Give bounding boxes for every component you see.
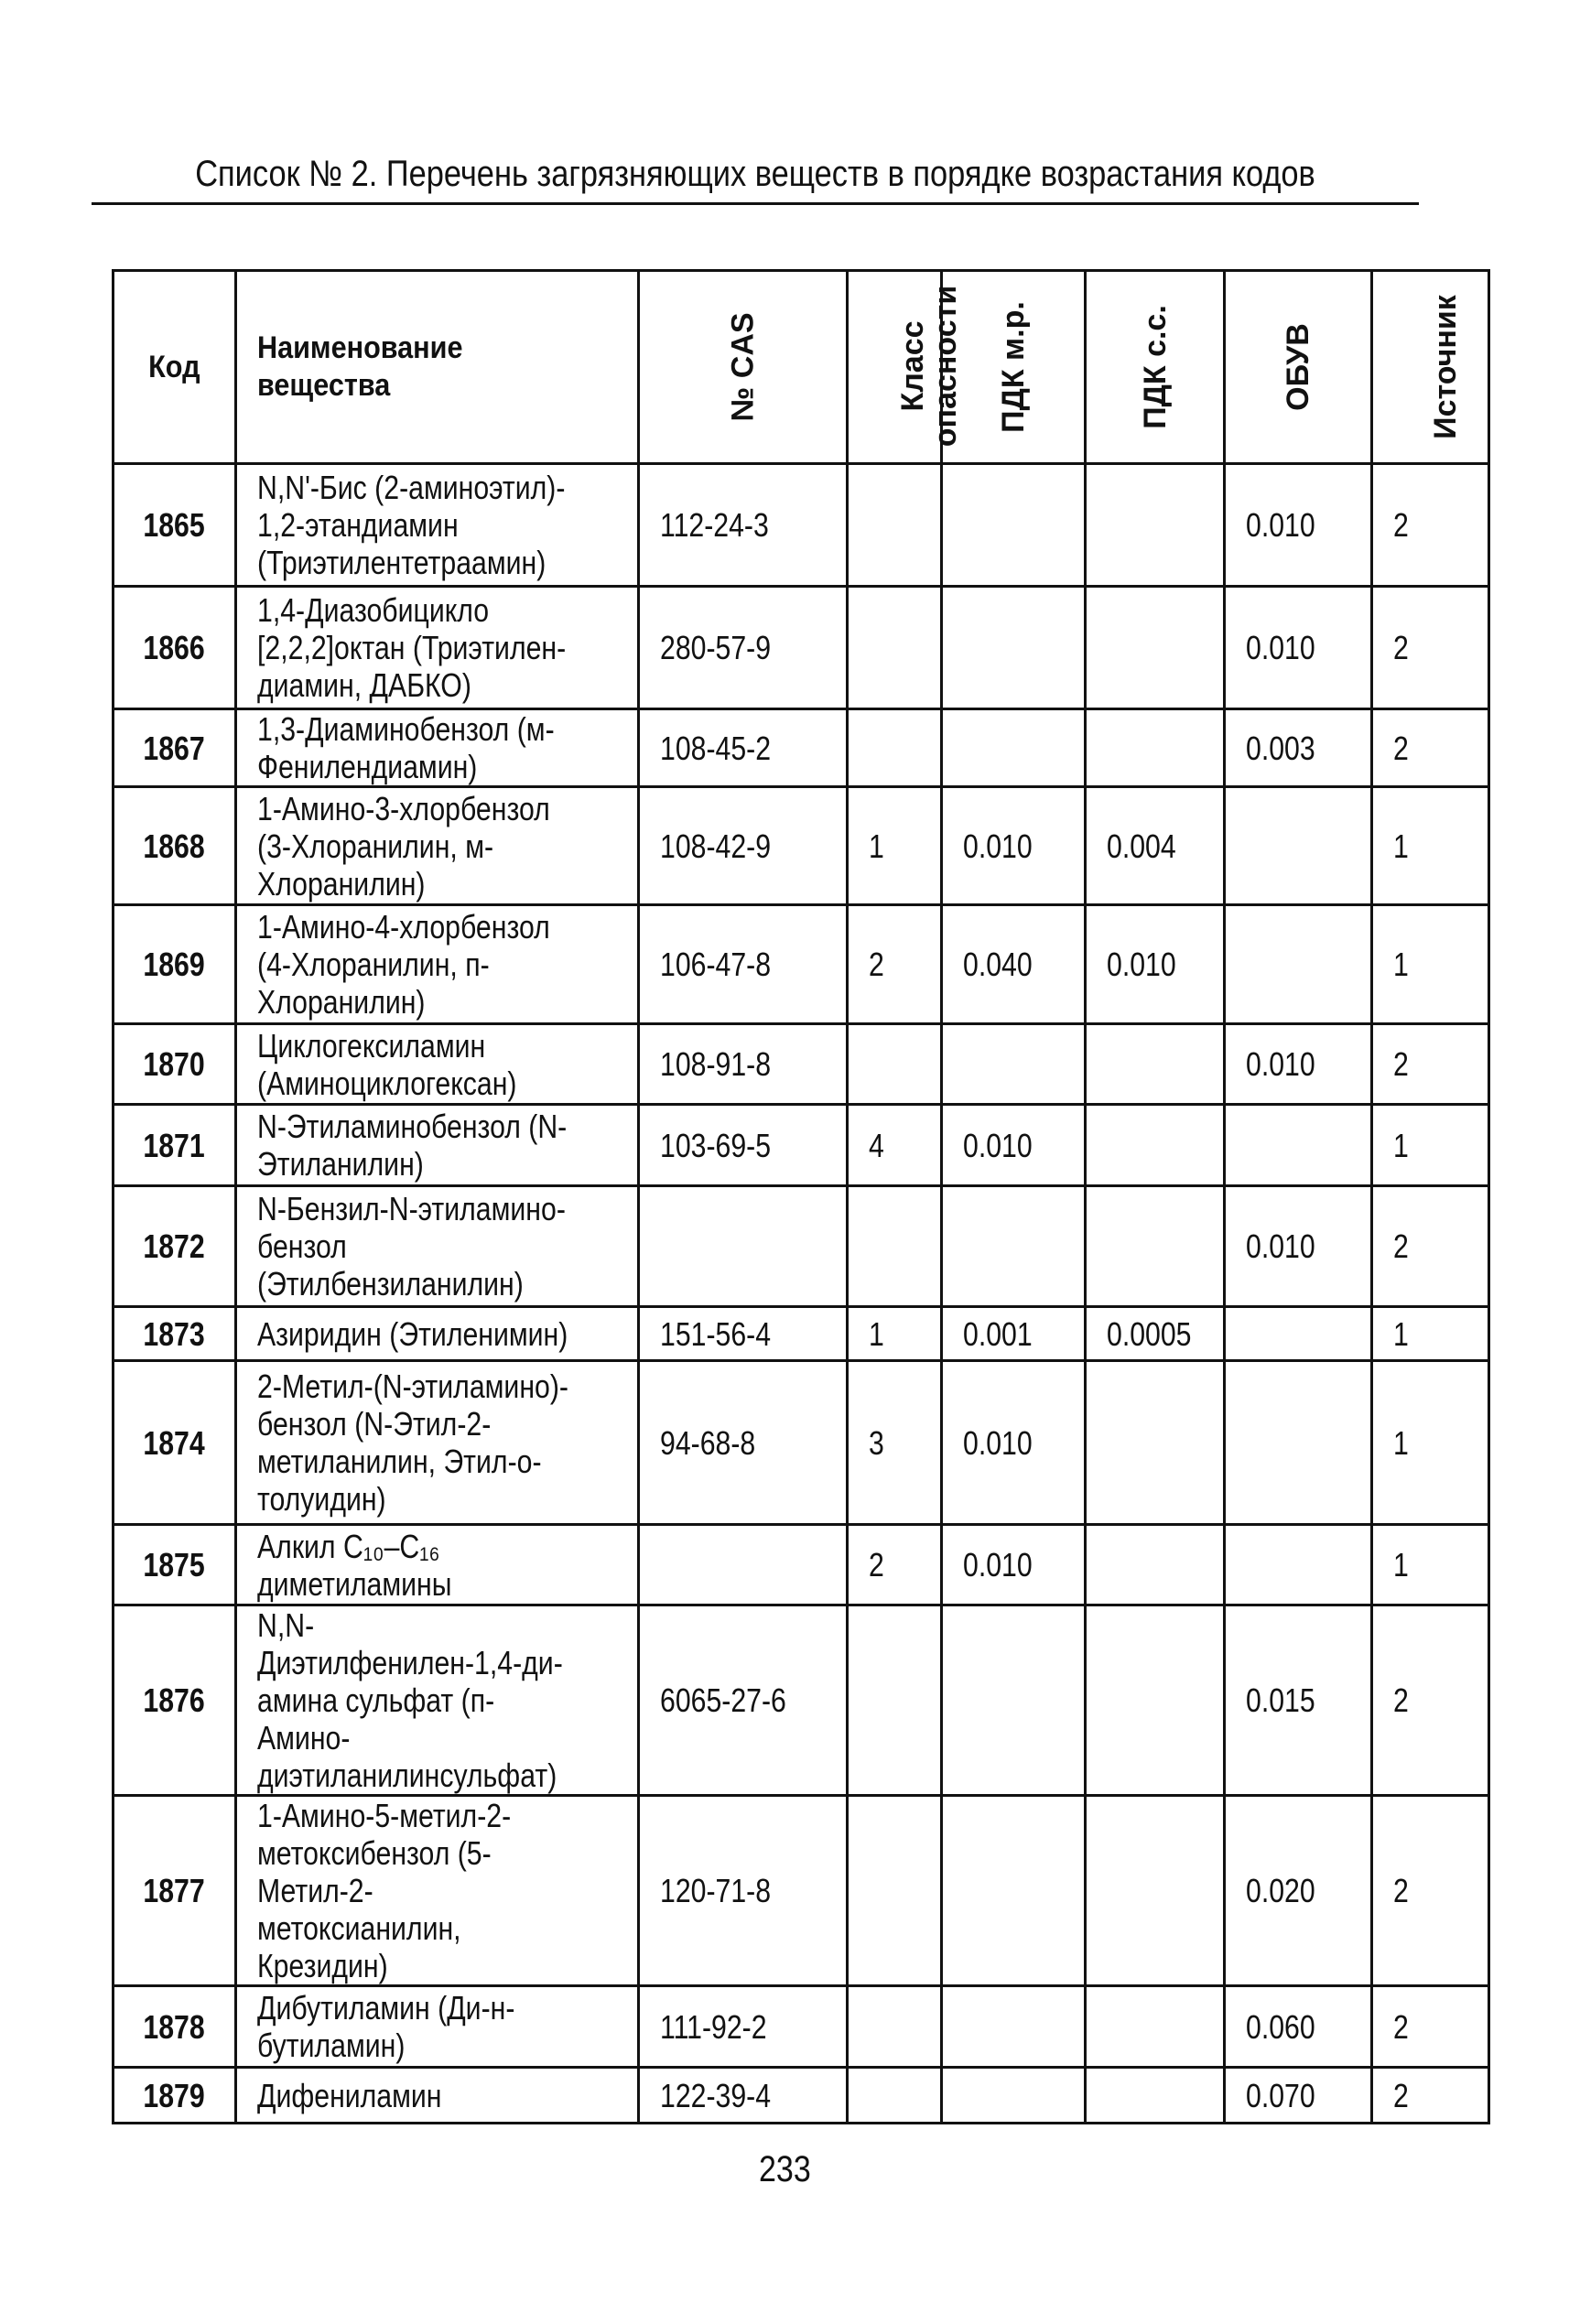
cell-name — [236, 1307, 639, 1361]
cell-source — [1372, 464, 1489, 587]
cell-pdk-mr-text: 0.010 — [963, 827, 1033, 865]
cell-name-text: N-Бензил-N-этиламино- бензол (Этилбензиланилин) — [257, 1190, 566, 1303]
cell-cas — [639, 1796, 848, 1986]
cell-pdk-ss — [1086, 2068, 1225, 2124]
cell-pdk-ss — [1086, 787, 1225, 905]
cell-obuv-text: 0.010 — [1246, 629, 1315, 666]
cell-source — [1372, 1024, 1489, 1105]
cell-pdk-mr — [942, 1105, 1086, 1186]
cell-code-text: 1878 — [143, 2007, 206, 2046]
table-row — [114, 1186, 1489, 1307]
table-row — [114, 787, 1489, 905]
cell-pdk-mr — [942, 1525, 1086, 1605]
cell-pdk-mr — [942, 709, 1086, 787]
cell-pdk-ss-text: 0.004 — [1107, 827, 1176, 865]
cell-hazard-class — [848, 1186, 942, 1307]
cell-source — [1372, 1605, 1489, 1796]
cell-pdk-mr-text: 0.010 — [963, 1126, 1033, 1164]
cell-pdk-mr-text: 0.010 — [963, 1546, 1033, 1584]
cell-obuv — [1225, 2068, 1372, 2124]
cell-hazard-class-text: 1 — [869, 827, 884, 865]
cell-name-text: 1,3-Диаминобензол (м- Фенилендиамин) — [257, 710, 555, 785]
cell-source-text: 2 — [1393, 1872, 1409, 1909]
cell-code — [114, 1024, 236, 1105]
cell-pdk-ss — [1086, 464, 1225, 587]
cell-obuv — [1225, 1525, 1372, 1605]
header-cas: № CAS — [639, 271, 848, 464]
cell-name — [236, 1186, 639, 1307]
cell-cas — [639, 1525, 848, 1605]
cell-obuv-text: 0.010 — [1246, 1227, 1315, 1265]
cell-source — [1372, 1796, 1489, 1986]
cell-hazard-class — [848, 1024, 942, 1105]
header-source: Источник — [1372, 271, 1489, 464]
cell-pdk-ss-text: 0.0005 — [1107, 1314, 1192, 1353]
cell-code-text: 1879 — [143, 2076, 206, 2114]
cell-hazard-class-text: 2 — [869, 946, 884, 983]
cell-source-text: 1 — [1393, 1126, 1409, 1164]
cell-obuv — [1225, 1796, 1372, 1986]
cell-obuv-text: 0.020 — [1246, 1872, 1315, 1909]
cell-pdk-ss — [1086, 905, 1225, 1024]
cell-cas-text: 111-92-2 — [660, 2007, 767, 2046]
cell-source-text: 1 — [1393, 946, 1409, 983]
cell-source-text: 2 — [1393, 2007, 1409, 2046]
cell-name — [236, 905, 639, 1024]
cell-obuv — [1225, 1105, 1372, 1186]
cell-source-text: 2 — [1393, 1681, 1409, 1719]
table-row — [114, 1796, 1489, 1986]
cell-source — [1372, 787, 1489, 905]
cell-hazard-class — [848, 787, 942, 905]
cell-pdk-ss — [1086, 1186, 1225, 1307]
cell-pdk-ss — [1086, 587, 1225, 709]
cell-pdk-mr — [942, 905, 1086, 1024]
cell-name-text: N,N'-Бис (2-аминоэтил)- 1,2-этандиамин (Триэтилентетраамин) — [257, 469, 566, 581]
table-row — [114, 1307, 1489, 1361]
cell-pdk-ss-text: 0.010 — [1107, 946, 1176, 983]
cell-name-text: 1-Амино-3-хлорбензол (3-Хлоранилин, м- Хлоранилин) — [257, 789, 550, 903]
cell-cas — [639, 1024, 848, 1105]
cell-obuv-text: 0.015 — [1246, 1681, 1315, 1719]
cell-cas-text: 108-45-2 — [660, 729, 772, 767]
cell-hazard-class — [848, 1307, 942, 1361]
table-row — [114, 1105, 1489, 1186]
cell-pdk-ss — [1086, 1361, 1225, 1525]
table-row — [114, 464, 1489, 587]
cell-obuv-text: 0.010 — [1246, 1045, 1315, 1083]
cell-pdk-mr — [942, 1605, 1086, 1796]
cell-code-text: 1865 — [143, 506, 206, 544]
cell-obuv — [1225, 1307, 1372, 1361]
cell-hazard-class-text: 2 — [869, 1546, 884, 1584]
cell-code-text: 1875 — [143, 1546, 206, 1584]
cell-hazard-class — [848, 1525, 942, 1605]
header-pdk-mr: ПДК м.р. — [942, 271, 1086, 464]
cell-cas — [639, 1105, 848, 1186]
cell-code-text: 1876 — [143, 1681, 206, 1719]
cell-code — [114, 464, 236, 587]
cell-code-text: 1867 — [143, 729, 206, 767]
header-row — [114, 271, 1489, 464]
cell-pdk-mr — [942, 2068, 1086, 2124]
cell-hazard-class — [848, 1796, 942, 1986]
cell-cas-text: 106-47-8 — [660, 946, 772, 983]
cell-obuv — [1225, 1605, 1372, 1796]
cell-source — [1372, 1307, 1489, 1361]
cell-obuv — [1225, 709, 1372, 787]
cell-cas-text: 112-24-3 — [660, 506, 769, 544]
cell-obuv — [1225, 787, 1372, 905]
cell-name-text: 1-Амино-4-хлорбензол (4-Хлоранилин, п- Хлоранилин) — [257, 908, 550, 1021]
cell-source — [1372, 905, 1489, 1024]
cell-name-text: Дибутиламин (Ди-н- бутиламин) — [257, 1989, 515, 2064]
cell-pdk-ss — [1086, 1605, 1225, 1796]
header-obuv: ОБУВ — [1225, 271, 1372, 464]
cell-name — [236, 1796, 639, 1986]
cell-pdk-ss — [1086, 1525, 1225, 1605]
cell-cas — [639, 1986, 848, 2068]
cell-hazard-class-text: 3 — [869, 1423, 884, 1462]
cell-hazard-class — [848, 1105, 942, 1186]
cell-pdk-ss — [1086, 1796, 1225, 1986]
cell-name-text: N,N-Диэтилфенилен-1,4-ди- амина сульфат (п-Амино- диэтиланилинсульфат) — [257, 1606, 563, 1794]
cell-obuv-text: 0.060 — [1246, 2007, 1315, 2046]
cell-pdk-ss — [1086, 1024, 1225, 1105]
cell-pdk-ss — [1086, 1105, 1225, 1186]
cell-name — [236, 1986, 639, 2068]
cell-source-text: 1 — [1393, 1423, 1409, 1462]
cell-pdk-mr — [942, 1361, 1086, 1525]
cell-cas — [639, 2068, 848, 2124]
page-title: Список № 2. Перечень загрязняющих веществ в порядке возрастания кодов — [195, 154, 1315, 194]
cell-hazard-class — [848, 709, 942, 787]
cell-name-text: Дифениламин — [257, 2076, 442, 2114]
cell-source-text: 2 — [1393, 729, 1409, 767]
cell-code-text: 1871 — [143, 1126, 206, 1164]
cell-cas — [639, 1361, 848, 1525]
cell-obuv — [1225, 464, 1372, 587]
cell-code — [114, 1605, 236, 1796]
cell-source-text: 2 — [1393, 506, 1409, 544]
cell-cas — [639, 1605, 848, 1796]
cell-name — [236, 2068, 639, 2124]
cell-obuv — [1225, 1024, 1372, 1105]
cell-name-text: Азиридин (Этиленимин) — [257, 1314, 568, 1353]
cell-code — [114, 2068, 236, 2124]
cell-name-text: 2-Метил-(N-этиламино)- бензол (N-Этил-2- метиланилин, Этил-о- толуидин) — [257, 1367, 568, 1518]
cell-cas-text: 103-69-5 — [660, 1126, 772, 1164]
cell-name-text: N-Этиламинобензол (N- Этиланилин) — [257, 1108, 568, 1183]
cell-source — [1372, 587, 1489, 709]
cell-source-text: 2 — [1393, 1227, 1409, 1265]
cell-code — [114, 709, 236, 787]
cell-code — [114, 1525, 236, 1605]
header-code: Код — [114, 271, 236, 464]
cell-cas — [639, 464, 848, 587]
header-pdk-ss: ПДК с.с. — [1086, 271, 1225, 464]
cell-pdk-ss — [1086, 1986, 1225, 2068]
cell-cas-text: 151-56-4 — [660, 1314, 772, 1353]
table-row — [114, 1024, 1489, 1105]
cell-source-text: 2 — [1393, 2076, 1409, 2114]
cell-source-text: 1 — [1393, 1546, 1409, 1584]
cell-pdk-mr — [942, 1186, 1086, 1307]
cell-name — [236, 464, 639, 587]
cell-code — [114, 1986, 236, 2068]
cell-pdk-mr — [942, 587, 1086, 709]
cell-code-text: 1869 — [143, 946, 206, 983]
cell-hazard-class — [848, 464, 942, 587]
cell-pdk-mr — [942, 1986, 1086, 2068]
table-row — [114, 1525, 1489, 1605]
cell-hazard-class — [848, 2068, 942, 2124]
table-row — [114, 1361, 1489, 1525]
cell-cas — [639, 1186, 848, 1307]
cell-name-text: Алкил C₁₀–C₁₆ диметиламины — [257, 1527, 452, 1603]
cell-code — [114, 1796, 236, 1986]
cell-code — [114, 905, 236, 1024]
cell-pdk-mr — [942, 787, 1086, 905]
table-row — [114, 905, 1489, 1024]
cell-code — [114, 787, 236, 905]
cell-hazard-class — [848, 587, 942, 709]
cell-code — [114, 587, 236, 709]
cell-cas — [639, 905, 848, 1024]
table-row — [114, 2068, 1489, 2124]
cell-code — [114, 1105, 236, 1186]
cell-source-text: 1 — [1393, 1314, 1409, 1353]
cell-name — [236, 1361, 639, 1525]
cell-pdk-ss — [1086, 1307, 1225, 1361]
cell-name — [236, 787, 639, 905]
cell-source — [1372, 1361, 1489, 1525]
cell-pdk-ss — [1086, 709, 1225, 787]
cell-hazard-class — [848, 1361, 942, 1525]
header-name: Наименование вещества — [236, 271, 639, 464]
cell-source — [1372, 1186, 1489, 1307]
cell-cas-text: 6065-27-6 — [660, 1681, 786, 1719]
cell-name-text: 1,4-Диазобицикло [2,2,2]октан (Триэтилен- диамин, ДАБКО) — [257, 591, 567, 704]
cell-hazard-class-text: 1 — [869, 1314, 884, 1353]
cell-source — [1372, 709, 1489, 787]
cell-pdk-mr — [942, 1024, 1086, 1105]
cell-obuv — [1225, 587, 1372, 709]
cell-cas-text: 280-57-9 — [660, 629, 772, 666]
table-row — [114, 1986, 1489, 2068]
cell-cas — [639, 709, 848, 787]
cell-name — [236, 587, 639, 709]
cell-cas-text: 94-68-8 — [660, 1423, 756, 1462]
cell-code-text: 1868 — [143, 827, 206, 865]
cell-source-text: 2 — [1393, 1045, 1409, 1083]
cell-name — [236, 1105, 639, 1186]
table-row — [114, 709, 1489, 787]
cell-code-text: 1873 — [143, 1314, 206, 1353]
cell-pdk-mr-text: 0.010 — [963, 1423, 1033, 1462]
cell-obuv — [1225, 1361, 1372, 1525]
cell-cas-text: 108-91-8 — [660, 1045, 772, 1083]
cell-cas-text: 120-71-8 — [660, 1872, 772, 1909]
cell-cas — [639, 1307, 848, 1361]
cell-hazard-class — [848, 1605, 942, 1796]
pollutants-table — [112, 269, 1490, 2124]
cell-source-text: 2 — [1393, 629, 1409, 666]
cell-code — [114, 1361, 236, 1525]
title-rule — [92, 202, 1419, 205]
cell-name — [236, 1024, 639, 1105]
cell-pdk-mr-text: 0.040 — [963, 946, 1033, 983]
cell-name — [236, 1605, 639, 1796]
cell-obuv-text: 0.010 — [1246, 506, 1315, 544]
cell-code-text: 1874 — [143, 1423, 206, 1462]
cell-source — [1372, 2068, 1489, 2124]
page-number: 233 — [758, 2149, 811, 2189]
cell-source — [1372, 1986, 1489, 2068]
cell-code-text: 1872 — [143, 1227, 206, 1265]
cell-hazard-class-text: 4 — [869, 1126, 884, 1164]
cell-obuv — [1225, 905, 1372, 1024]
cell-cas — [639, 587, 848, 709]
cell-obuv — [1225, 1186, 1372, 1307]
cell-pdk-mr — [942, 464, 1086, 587]
cell-pdk-mr — [942, 1307, 1086, 1361]
cell-pdk-mr-text: 0.001 — [963, 1314, 1033, 1353]
cell-name-text: 1-Амино-5-метил-2- метоксибензол (5-Метил-2- метоксианилин, Крезидин) — [257, 1797, 512, 1984]
cell-source — [1372, 1525, 1489, 1605]
table-row — [114, 1605, 1489, 1796]
cell-cas-text: 108-42-9 — [660, 827, 772, 865]
table-row — [114, 587, 1489, 709]
cell-hazard-class — [848, 1986, 942, 2068]
cell-source-text: 1 — [1393, 827, 1409, 865]
cell-cas — [639, 787, 848, 905]
header-hazard-class: Класс опасности — [848, 271, 942, 464]
cell-code-text: 1870 — [143, 1045, 206, 1083]
cell-obuv-text: 0.003 — [1246, 729, 1315, 767]
cell-code-text: 1877 — [143, 1872, 206, 1909]
cell-cas-text: 122-39-4 — [660, 2076, 772, 2114]
cell-pdk-mr — [942, 1796, 1086, 1986]
cell-name — [236, 1525, 639, 1605]
cell-source — [1372, 1105, 1489, 1186]
cell-obuv — [1225, 1986, 1372, 2068]
cell-code — [114, 1307, 236, 1361]
cell-name-text: Циклогексиламин (Аминоциклогексан) — [257, 1026, 517, 1102]
cell-hazard-class — [848, 905, 942, 1024]
cell-code-text: 1866 — [143, 629, 206, 666]
cell-code — [114, 1186, 236, 1307]
cell-name — [236, 709, 639, 787]
cell-obuv-text: 0.070 — [1246, 2076, 1315, 2114]
